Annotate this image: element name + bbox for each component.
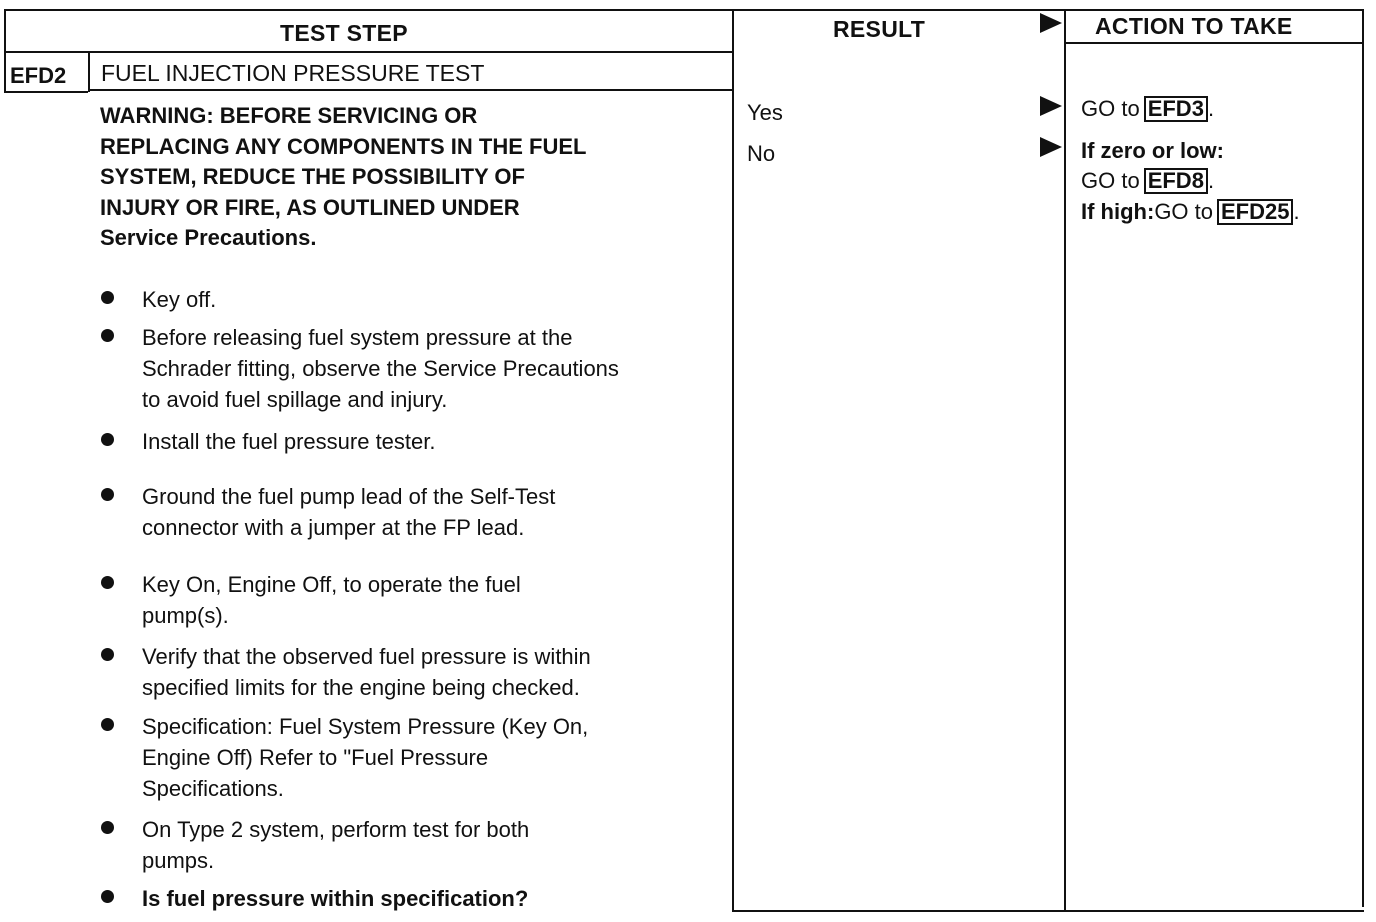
bullet-icon <box>101 718 114 731</box>
bullet-icon <box>101 329 114 342</box>
ref-efd8-link[interactable]: EFD8 <box>1144 168 1208 194</box>
bullet-line: to avoid fuel spillage and injury. <box>142 387 448 412</box>
result-yes: Yes <box>747 100 783 125</box>
action-period: . <box>1207 96 1215 121</box>
bullet-line: pumps. <box>142 848 215 873</box>
bullet-text <box>142 814 529 876</box>
bullet-icon <box>101 433 114 446</box>
bullet-line: Install the fuel pressure tester. <box>142 429 436 454</box>
result-no: No <box>747 141 776 166</box>
header-bottom-rule-right <box>1066 42 1363 44</box>
bullet-line: Specifications. <box>142 776 284 801</box>
bullet-line: specified limits for the engine being checked. <box>142 675 580 700</box>
bullet-icon <box>101 821 114 834</box>
action-period: . <box>1207 168 1215 193</box>
warning-line: REPLACING ANY COMPONENTS IN THE FUEL <box>100 133 587 159</box>
step-id-divider <box>88 53 90 92</box>
bullet-line: Key off. <box>142 287 217 312</box>
bullet-line: Specification: Fuel System Pressure (Key On, <box>142 714 589 739</box>
bullet-line: Is fuel pressure within specification? <box>142 886 529 911</box>
warning-line: SYSTEM, REDUCE THE POSSIBILITY OF <box>100 164 525 189</box>
warning-line: Service Precautions. <box>100 225 317 250</box>
action-no-high-prefix: GO to <box>1154 199 1213 224</box>
column-divider-result <box>732 9 734 912</box>
bullet-icon <box>101 488 114 501</box>
column-divider-action <box>1064 9 1066 912</box>
warning-line: INJURY OR FIRE, AS OUTLINED UNDER <box>100 194 520 220</box>
bullet-line: connector with a jumper at the FP lead. <box>142 515 525 540</box>
bullet-line: pump(s). <box>142 603 229 628</box>
table-bottom-border <box>734 910 1364 912</box>
bullet-text <box>142 426 436 457</box>
step-id: EFD2 <box>10 63 67 88</box>
bullet-icon <box>101 291 114 304</box>
bullet-text <box>142 711 588 804</box>
result-yes-arrow-icon <box>1040 96 1062 116</box>
table-top-border <box>4 9 1362 11</box>
bullet-icon <box>101 890 114 903</box>
bullet-text <box>142 883 528 914</box>
action-yes-prefix: GO to <box>1081 96 1140 121</box>
bullet-line: Key On, Engine Off, to operate the fuel <box>142 572 521 597</box>
action-yes <box>1081 96 1214 122</box>
action-period: . <box>1293 199 1300 224</box>
bullet-text <box>142 641 591 703</box>
action-no-high-label: If high: <box>1081 199 1155 224</box>
table-right-border <box>1362 9 1364 907</box>
bullet-line: On Type 2 system, perform test for both <box>142 817 530 842</box>
header-bottom-rule <box>4 51 732 53</box>
bullet-text <box>142 569 521 631</box>
step-title: FUEL INJECTION PRESSURE TEST <box>101 60 485 86</box>
bullet-line: Ground the fuel pump lead of the Self-Test <box>142 484 556 509</box>
bullet-text <box>142 481 555 543</box>
header-result: RESULT <box>833 16 926 42</box>
header-arrow-icon <box>1040 13 1062 33</box>
step-id-underline <box>4 91 88 93</box>
header-test-step: TEST STEP <box>280 20 408 46</box>
bullet-line: Before releasing fuel system pressure at the <box>142 325 573 350</box>
table-left-border <box>4 9 6 92</box>
ref-efd3-link[interactable]: EFD3 <box>1144 96 1208 122</box>
action-no-low-prefix: GO to <box>1081 168 1140 193</box>
bullet-line: Schrader fitting, observe the Service Precautions <box>142 356 619 381</box>
action-no-low <box>1081 168 1214 194</box>
step-title-underline <box>90 89 733 91</box>
ref-efd25-link[interactable]: EFD25 <box>1217 199 1293 225</box>
action-no-high <box>1081 199 1300 225</box>
bullet-line: Engine Off) Refer to "Fuel Pressure <box>142 745 489 770</box>
bullet-icon <box>101 648 114 661</box>
bullet-icon <box>101 576 114 589</box>
warning-block <box>100 101 720 254</box>
warning-line: WARNING: BEFORE SERVICING OR <box>100 103 478 128</box>
result-no-arrow-icon <box>1040 137 1062 157</box>
bullet-line: Verify that the observed fuel pressure is within <box>142 644 591 669</box>
header-action: ACTION TO TAKE <box>1095 13 1293 39</box>
bullet-text <box>142 284 216 315</box>
action-no-low-label: If zero or low: <box>1081 138 1224 163</box>
bullet-text <box>142 322 619 415</box>
